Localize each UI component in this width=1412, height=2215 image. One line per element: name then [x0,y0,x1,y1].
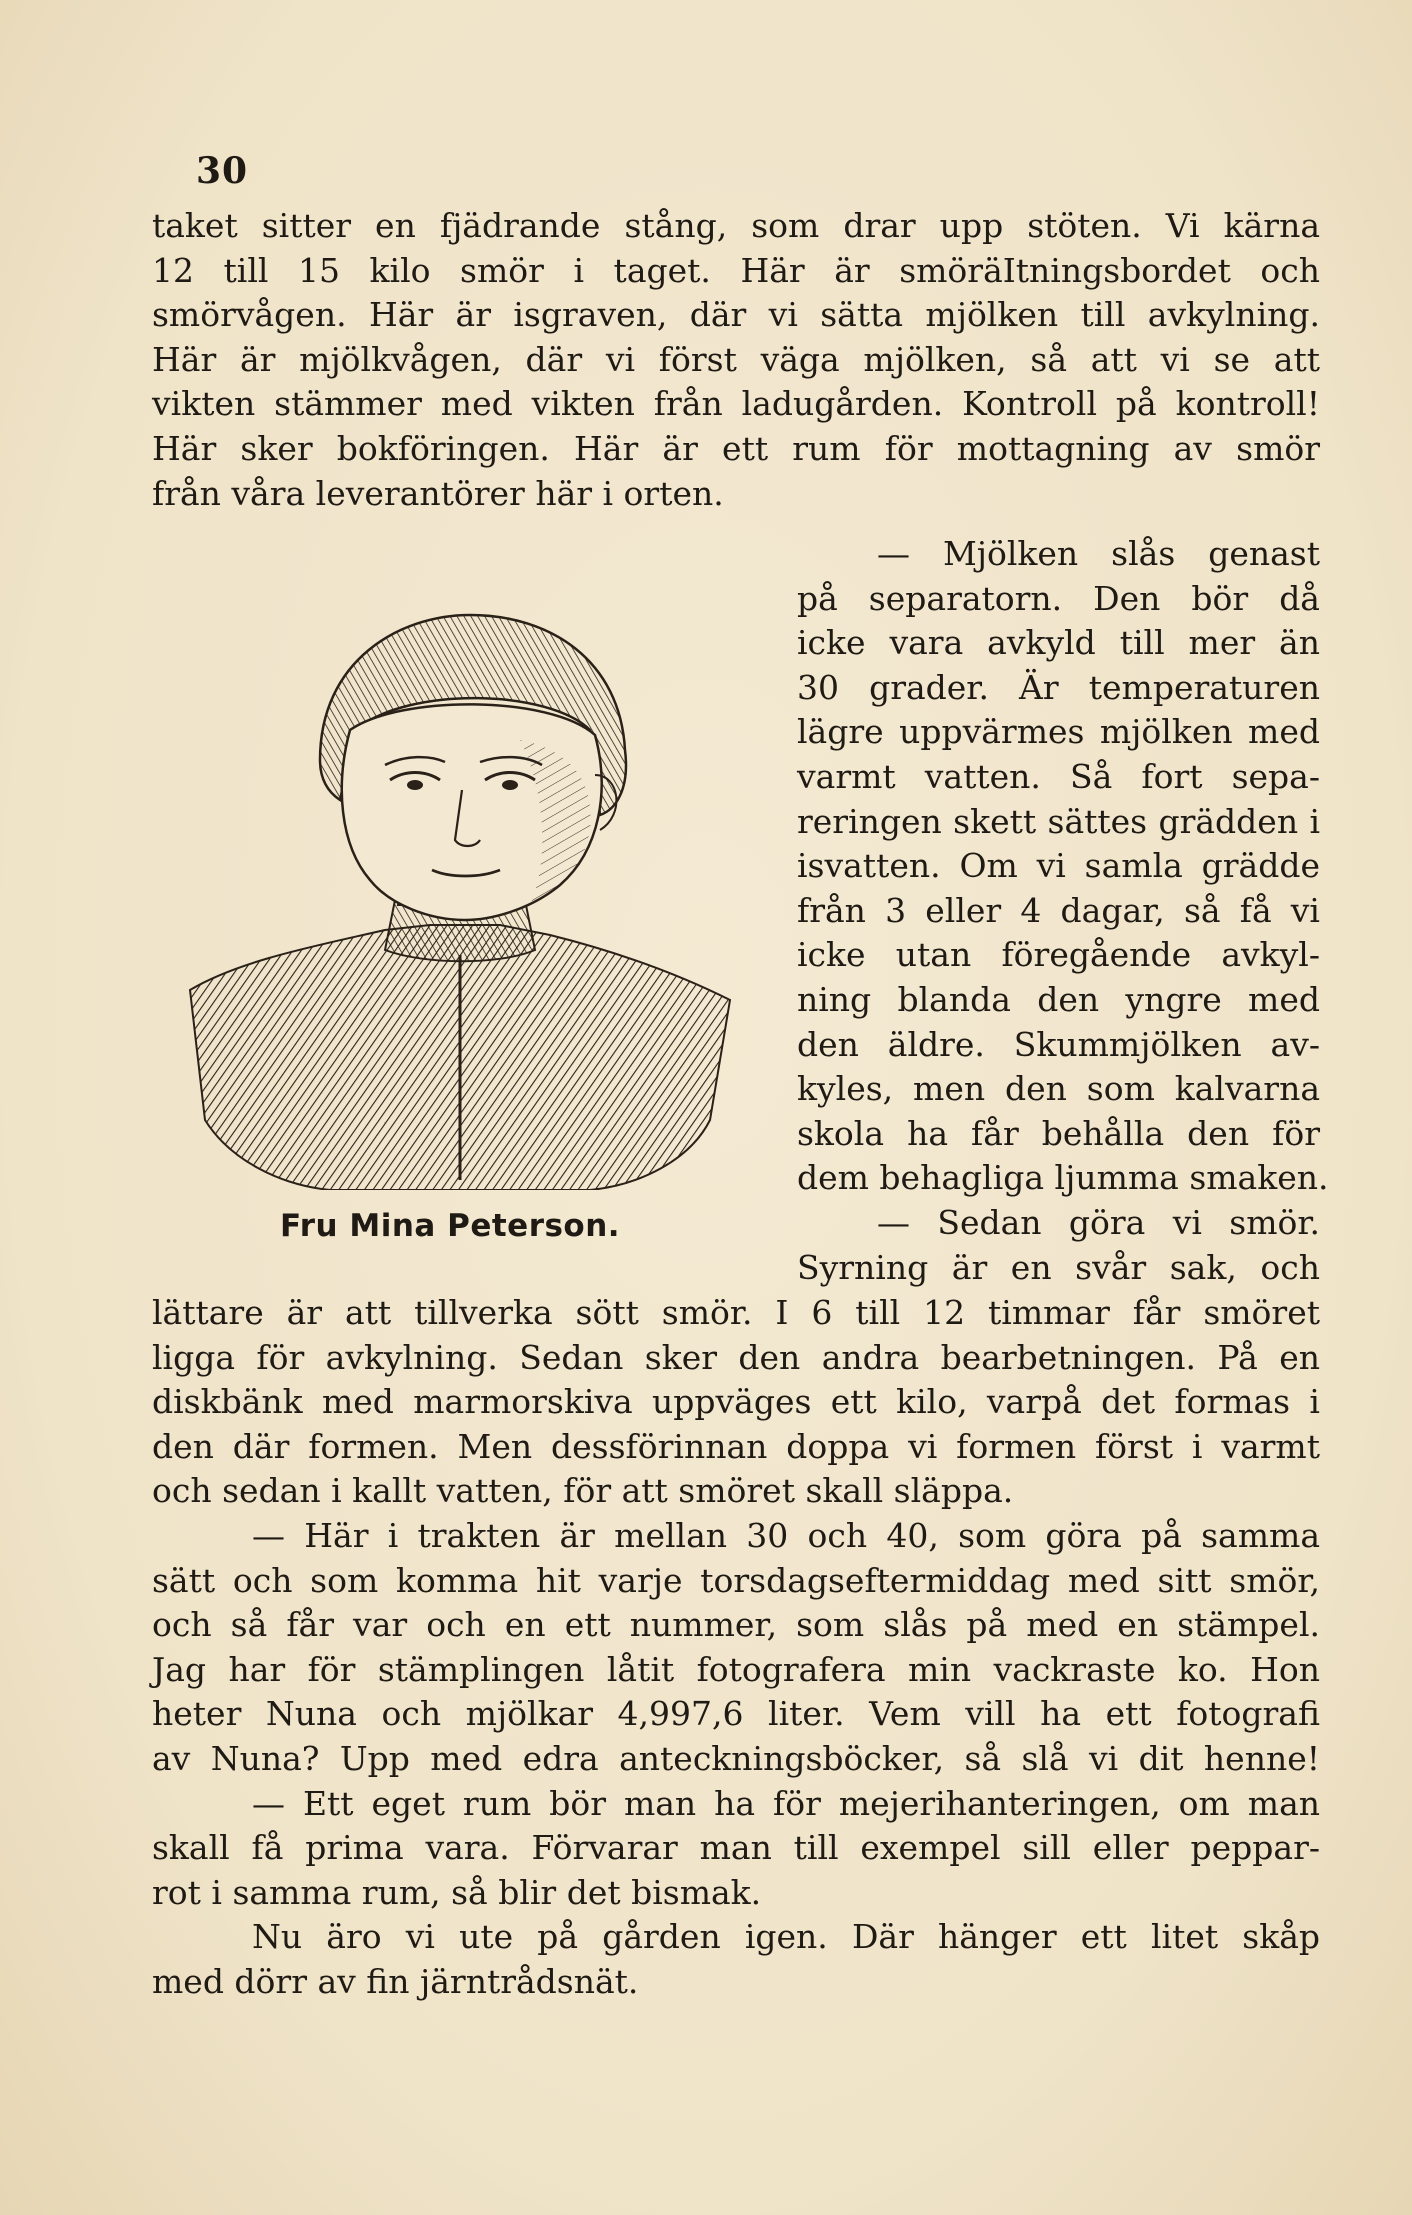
text-line: Här är mjölkvågen, där vi först väga mjölken, så att vi se att [152,339,1320,379]
text-line: på separatorn. Den bör då [797,578,1320,618]
text-line: 30 grader. Är temperaturen [797,667,1320,707]
text-line: av Nuna? Upp med edra anteckningsböcker, så slå vi dit henne! [152,1738,1320,1778]
text-line: — Sedan göra vi smör. [877,1202,1320,1242]
text-line: och så får var och en ett nummer, som slås på med en stämpel. [152,1605,1320,1645]
portrait-engraving-icon [170,600,750,1190]
text-line: lättare är att tillverka sött smör. I 6 till 12 timmar får smöret [152,1293,1320,1332]
text-line: lägre uppvärmes mjölken med [797,712,1320,752]
text-line: Här sker bokföringen. Här är ett rum för mottagning av smör [152,428,1320,468]
text-line: kyles, men den som kalvarna [797,1069,1320,1109]
text-line: — Här i trakten är mellan 30 och 40, som göra på samma [252,1515,1320,1555]
text-line: 12 till 15 kilo smör i taget. Här är smöräItningsbordet och [152,250,1320,290]
text-line: — Ett eget rum bör man ha för mejerihanteringen, om man [252,1783,1320,1823]
text-line: sätt och som komma hit varje torsdagseftermiddag med sitt smör, [152,1560,1320,1600]
text-line: Jag har för stämplingen låtit fotografera min vackraste ko. Hon [152,1649,1320,1689]
text-line: den där formen. Men dessförinnan doppa vi formen först i varmt [152,1426,1320,1466]
text-line: taket sitter en fjädrande stång, som drar upp stöten. Vi kärna [152,206,1320,245]
text-line: dem behagliga ljumma smaken. [797,1158,1329,1198]
text-line: den äldre. Skummjölken av- [797,1024,1320,1064]
text-line: — Mjölken slås genast [877,534,1320,573]
page-number: 30 [196,150,249,192]
text-line: vikten stämmer med vikten från ladugården. Kontroll på kontroll! [152,384,1320,424]
text-line: diskbänk med marmorskiva uppväges ett kilo, varpå det formas i [152,1382,1320,1422]
text-line: Syrning är en svår sak, och [797,1247,1320,1287]
text-line: reringen skett sättes grädden i [797,801,1320,841]
text-line: från våra leverantörer här i orten. [152,473,724,513]
text-line: från 3 eller 4 dagar, så få vi [797,890,1320,930]
text-line: icke utan föregående avkyl- [797,935,1320,975]
text-block-right [797,532,1329,1290]
text-block-bottom [152,1291,1320,2005]
text-block-top [152,204,1320,516]
text-line: isvatten. Om vi samla grädde [797,846,1320,886]
text-line: skola ha får behålla den för [797,1113,1320,1153]
text-line: smörvågen. Här är isgraven, där vi sätta mjölken till avkylning. [152,295,1320,335]
portrait-caption: Fru Mina Peterson. [280,1208,621,1244]
text-line: med dörr av fin järntrådsnät. [152,1961,639,2001]
text-line: ligga för avkylning. Sedan sker den andra bearbetningen. På en [152,1337,1320,1377]
text-line: icke vara avkyld till mer än [797,623,1320,663]
text-line: skall få prima vara. Förvarar man till exempel sill eller peppar- [152,1828,1320,1868]
text-line: rot i samma rum, så blir det bismak. [152,1872,762,1912]
text-line: ning blanda den yngre med [797,979,1320,1019]
text-line: varmt vatten. Så fort sepa- [797,756,1320,796]
text-line: Nu äro vi ute på gården igen. Där hänger ett litet skåp [252,1917,1320,1957]
text-line: och sedan i kallt vatten, för att smöret skall släppa. [152,1471,1014,1511]
text-line: heter Nuna och mjölkar 4,997,6 liter. Vem vill ha ett fotografi [152,1694,1320,1734]
